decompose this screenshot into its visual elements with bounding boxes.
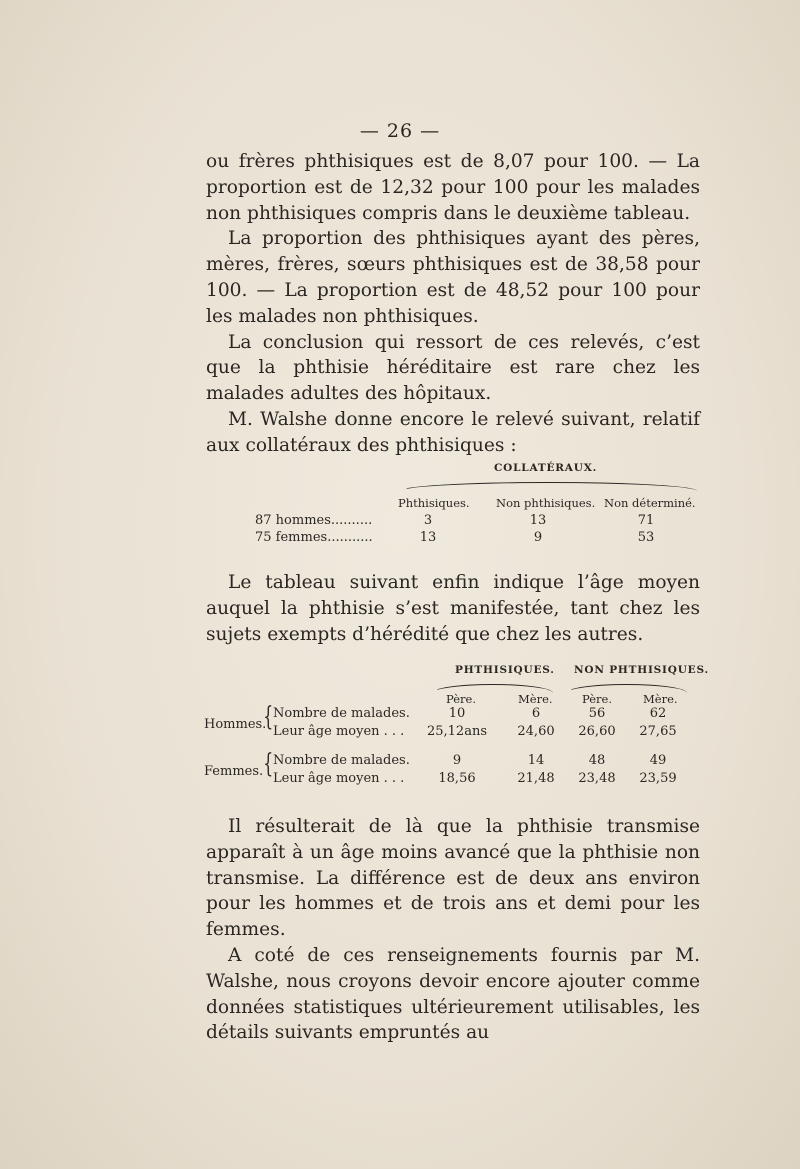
table-group-title: NON PHTHISIQUES. [574, 664, 709, 676]
paragraph: La conclusion qui ressort de ces relevés, c’est que la phthisie héréditaire est rare chez les malades adultes des hôpitaux. [206, 331, 700, 405]
column-header: Phthisiques. [398, 496, 470, 510]
table-cell: 23,59 [639, 771, 677, 786]
table-cell: 6 [531, 706, 541, 721]
brace-icon: { [263, 749, 274, 779]
column-header: Non déterminé. [604, 496, 696, 510]
table-cell: 26,60 [578, 724, 616, 739]
table-group-title: PHTHISIQUES. [455, 664, 555, 676]
table-cell: 9 [452, 753, 462, 768]
text-block-top [206, 149, 700, 459]
table-cell: 13 [419, 530, 437, 545]
row-label: Nombre de malades. [273, 753, 410, 768]
column-header: Non phthisiques. [496, 496, 596, 510]
table-cell: 3 [423, 513, 433, 528]
column-header: Père. [582, 692, 612, 706]
group-brace [566, 684, 687, 693]
table-cell: 18,56 [438, 771, 476, 786]
table-cell: 10 [448, 706, 466, 721]
column-header: Père. [446, 692, 476, 706]
paragraph: Le tableau suivant enfin indique l’âge moyen auquel la phthisie s’est manifestée, tant chez les sujets exempts d’hérédité que chez les autres. [206, 572, 700, 645]
group-brace [432, 684, 553, 693]
table-group-title: COLLATÉRAUX. [494, 462, 598, 474]
table-cell: 62 [649, 706, 667, 721]
table-cell: 23,48 [578, 771, 616, 786]
brace-icon: { [263, 702, 274, 732]
paragraph: Il résulterait de là que la phthisie transmise apparaît à un âge moins avancé que la phthisie non transmise. La différence est de deux ans environ pour les hommes et de trois ans et demi pour les femmes. [206, 816, 700, 941]
table-cell: 9 [533, 530, 543, 545]
page-number: — 26 — [359, 120, 441, 142]
row-label: Nombre de malades. [273, 706, 410, 721]
row-label: 87 hommes.......... [255, 513, 373, 528]
paragraph: ou frères phthisiques est de 8,07 pour 100. — La proportion est de 12,32 pour 100 pour les malades non phthisiques compris dans le deuxième tableau. [206, 151, 700, 224]
row-label: Leur âge moyen . . . [273, 724, 405, 739]
table-cell: 13 [529, 513, 547, 528]
table-cell: 53 [637, 530, 655, 545]
table-cell: 14 [527, 753, 545, 768]
paragraph: La proportion des phthisiques ayant des pères, mères, frères, sœurs phthisiques est de 38,58 pour 100. — La proportion est de 48,52 pour 100 pour les malades non phthisiques. [206, 228, 700, 327]
table-cell: 48 [588, 753, 606, 768]
table-cell: 24,60 [517, 724, 555, 739]
table-cell: 71 [637, 513, 655, 528]
table-cell: 27,65 [639, 724, 677, 739]
paragraph: M. Walshe donne encore le relevé suivant, relatif aux collatéraux des phthisiques : [206, 408, 700, 456]
section-label-femmes: Femmes. [204, 764, 264, 779]
text-block-bottom [206, 814, 700, 1046]
row-label: 75 femmes........... [255, 530, 373, 545]
paragraph: A coté de ces renseignements fournis par M. Walshe, nous croyons devoir encore ajouter comme données statistiques ultérieurement utilisables, les détails suivants empruntés au [206, 944, 700, 1044]
table-cell: 56 [588, 706, 606, 721]
column-header: Mère. [518, 692, 553, 706]
group-brace [400, 482, 697, 491]
column-header: Mère. [643, 692, 678, 706]
text-block-middle [206, 570, 700, 647]
row-label: Leur âge moyen . . . [273, 771, 405, 786]
section-label-hommes: Hommes. [204, 717, 267, 732]
table-cell: 49 [649, 753, 667, 768]
table-cell: 25,12ans [426, 724, 487, 739]
table-cell: 21,48 [517, 771, 555, 786]
